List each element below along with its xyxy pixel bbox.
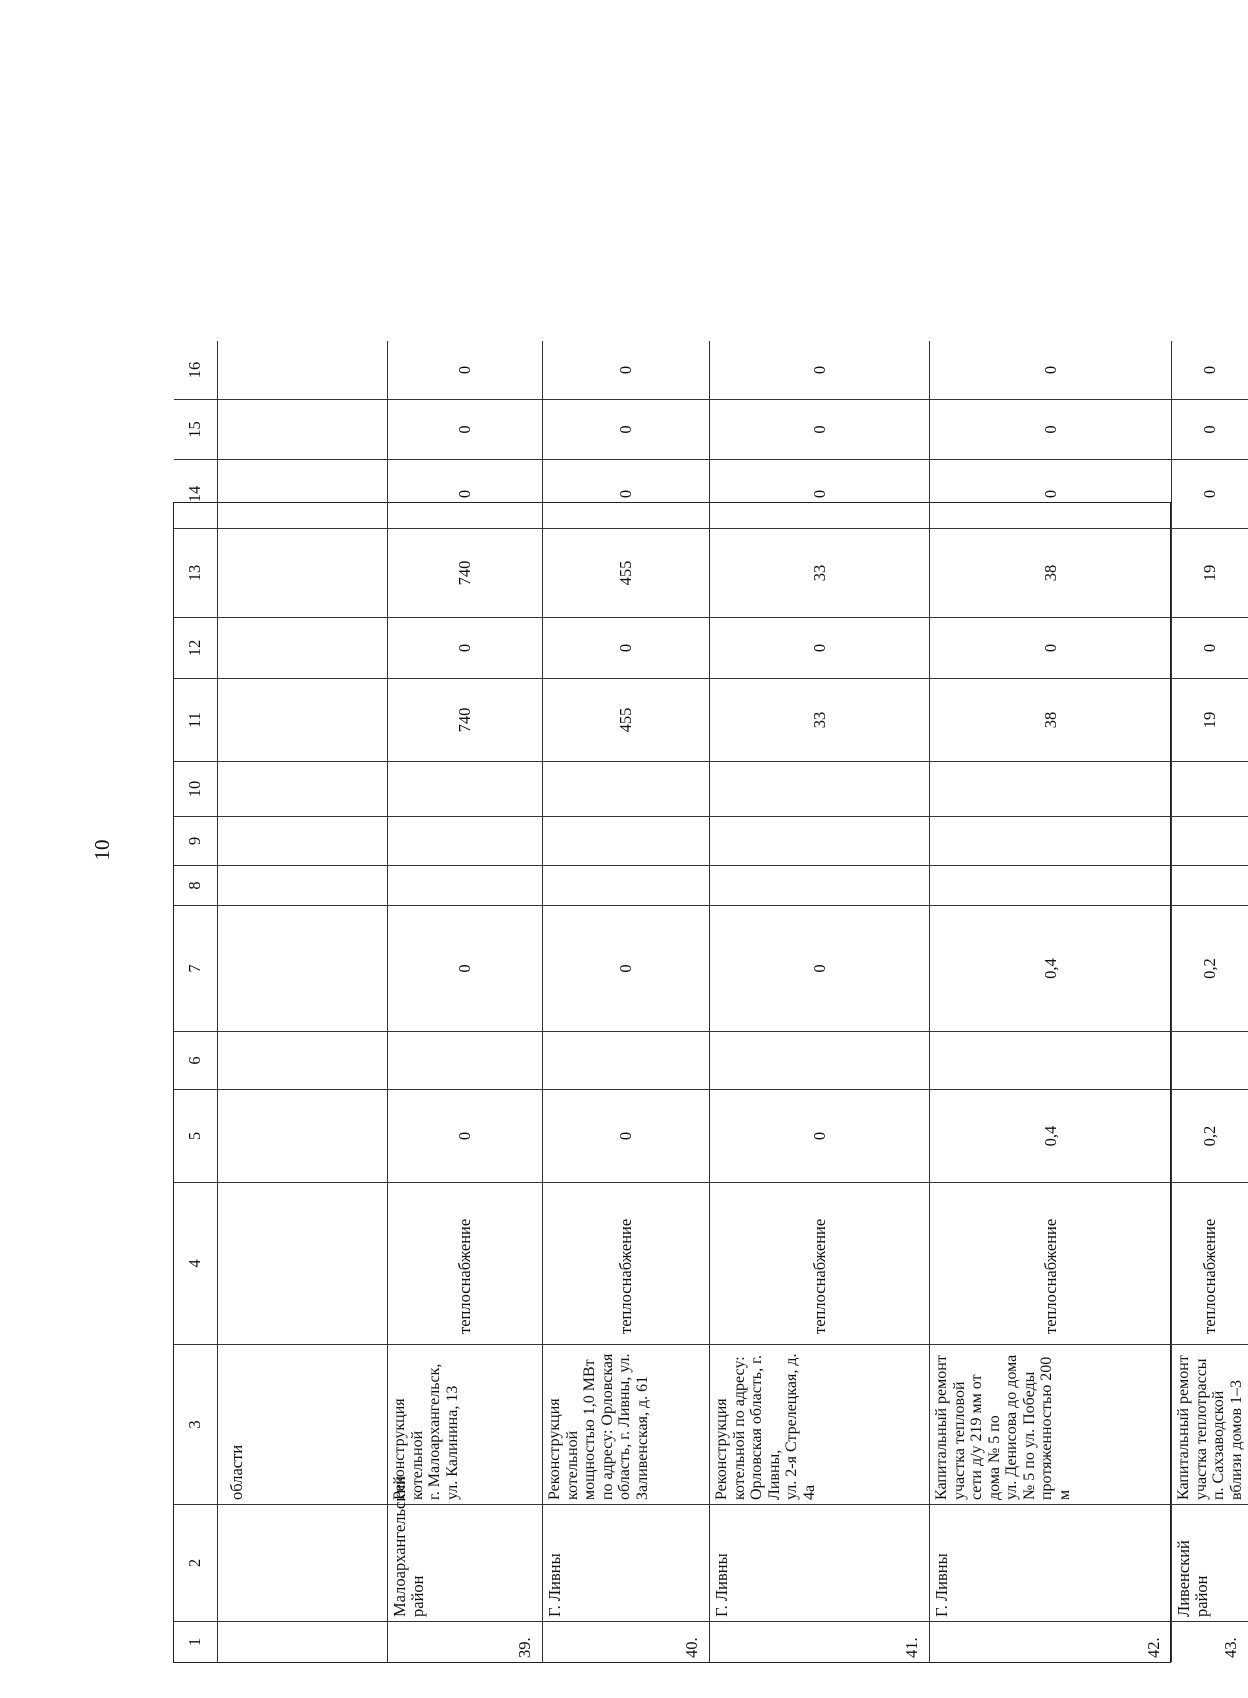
supply-type-cell: теплоснабжение [710, 1182, 930, 1344]
value-cell-col-7: 0 [388, 905, 543, 1031]
value-cell-col-8 [388, 865, 543, 905]
empty-cell [218, 761, 388, 816]
value-cell-col-15: 0 [543, 399, 710, 459]
value-cell-col-11: 38 [930, 678, 1172, 761]
value-cell-col-10 [710, 761, 930, 816]
column-header-5: 5 [174, 1089, 218, 1182]
value-cell-col-16: 0 [710, 341, 930, 399]
supply-type-cell: теплоснабжение [1172, 1182, 1248, 1344]
page-number: 10 [90, 839, 114, 861]
value-cell-col-11: 455 [543, 678, 710, 761]
column-header-2: 2 [174, 1504, 218, 1621]
continuation-cell: области [218, 1344, 388, 1504]
value-cell-col-6 [388, 1031, 543, 1089]
supply-type-cell: теплоснабжение [930, 1182, 1172, 1344]
empty-cell [218, 1089, 388, 1182]
district-cell: Ливенский район [1172, 1504, 1248, 1621]
value-cell-col-16: 0 [388, 341, 543, 399]
value-cell-col-14: 0 [1172, 459, 1248, 528]
empty-cell [218, 528, 388, 617]
column-header-12: 12 [174, 617, 218, 678]
empty-cell [218, 617, 388, 678]
value-cell-col-11: 33 [710, 678, 930, 761]
value-cell-col-16: 0 [1200, 365, 1219, 375]
value-cell-col-9 [388, 816, 543, 865]
value-cell-col-6 [543, 1031, 710, 1089]
row-number: 39. [388, 1621, 543, 1662]
value-cell-col-9 [543, 816, 710, 865]
empty-cell [218, 1621, 388, 1662]
value-cell-col-7: 0,4 [930, 905, 1172, 1031]
column-header-3: 3 [174, 1344, 218, 1504]
value-cell-col-15: 0 [710, 399, 930, 459]
value-cell-col-16: 0 [543, 341, 710, 399]
value-cell-col-8 [930, 865, 1172, 905]
value-cell-col-16: 0 [930, 341, 1172, 399]
empty-cell [218, 1031, 388, 1089]
row-number: 41. [710, 1621, 930, 1662]
empty-cell [218, 341, 388, 399]
value-cell-col-10 [930, 761, 1172, 816]
empty-cell [218, 865, 388, 905]
value-cell-col-12: 0 [388, 617, 543, 678]
value-cell-col-9 [930, 816, 1172, 865]
row-number: 43. [1172, 1621, 1248, 1662]
value-cell-col-8 [543, 865, 710, 905]
value-cell-col-9 [710, 816, 930, 865]
column-header-8: 8 [174, 865, 218, 905]
object-description-cell: Капитальный ремонт участка тепловой сети д/у 219 мм от дома № 5 по ул. Денисова до дома № 5 по ул. Победы протяженностью 200 м [930, 1344, 1172, 1504]
value-cell-col-5: 0,4 [930, 1089, 1172, 1182]
object-description-cell: Капитальный ремонт участка теплотрассы п. Сахзаводской вблизи домов 1–3 [1172, 1344, 1248, 1504]
empty-cell [218, 905, 388, 1031]
value-cell-col-11: 740 [388, 678, 543, 761]
column-header-1: 1 [174, 1621, 218, 1662]
column-header-13: 13 [174, 528, 218, 617]
district-cell: Г. Ливны [543, 1504, 710, 1621]
value-cell-col-10 [543, 761, 710, 816]
column-header-4: 4 [174, 1182, 218, 1344]
district-cell: Г. Ливны [710, 1504, 930, 1621]
value-cell-col-14: 0 [388, 459, 543, 528]
value-cell-col-13: 38 [930, 528, 1172, 617]
empty-cell [218, 1182, 388, 1344]
value-cell-col-12: 0 [1172, 617, 1248, 678]
value-cell-col-6 [710, 1031, 930, 1089]
value-cell-col-12: 0 [543, 617, 710, 678]
column-header-9: 9 [174, 816, 218, 865]
value-cell-col-14: 0 [710, 459, 930, 528]
value-cell-col-7: 0 [543, 905, 710, 1031]
value-cell-col-11: 19 [1172, 678, 1248, 761]
row-number: 42. [930, 1621, 1172, 1662]
empty-cell [218, 399, 388, 459]
district-cell: Г. Ливны [930, 1504, 1172, 1621]
value-cell-col-5: 0 [543, 1089, 710, 1182]
value-cell-col-5: 0,2 [1172, 1089, 1248, 1182]
value-cell-col-8 [1172, 865, 1248, 905]
value-cell-col-15: 0 [930, 399, 1172, 459]
value-cell-col-15: 0 [388, 399, 543, 459]
value-cell-col-6 [1172, 1031, 1248, 1089]
value-cell-col-12: 0 [710, 617, 930, 678]
value-cell-col-6 [930, 1031, 1172, 1089]
row-number: 40. [543, 1621, 710, 1662]
value-cell-col-7: 0 [710, 905, 930, 1031]
value-cell-col-8 [710, 865, 930, 905]
value-cell-col-13: 455 [543, 528, 710, 617]
value-cell-col-7: 0,2 [1172, 905, 1248, 1031]
object-description-cell: Реконструкция котельной мощностью 1,0 МВт по адресу: Орловская область, г. Ливны, ул. Заливенская, д. 61 [543, 1344, 710, 1504]
supply-type-cell: теплоснабжение [543, 1182, 710, 1344]
column-header-6: 6 [174, 1031, 218, 1089]
value-cell-col-12: 0 [930, 617, 1172, 678]
column-header-15: 15 [174, 399, 218, 459]
object-description-cell: Реконструкция котельной по адресу: Орловская область, г. Ливны, ул. 2-я Стрелецкая, д. 4а [710, 1344, 930, 1504]
value-cell-col-10 [388, 761, 543, 816]
district-cell: Малоархангельский район [388, 1504, 543, 1621]
value-cell-col-10 [1172, 761, 1248, 816]
value-cell-col-13: 740 [388, 528, 543, 617]
value-cell-col-13: 33 [710, 528, 930, 617]
column-header-10: 10 [174, 761, 218, 816]
column-header-7: 7 [174, 905, 218, 1031]
value-cell-col-14: 0 [930, 459, 1172, 528]
column-header-16: 16 [174, 341, 218, 399]
empty-cell [218, 678, 388, 761]
data-table [173, 361, 1245, 1663]
value-cell-col-5: 0 [388, 1089, 543, 1182]
value-cell-col-13: 19 [1172, 528, 1248, 617]
value-cell-col-5: 0 [710, 1089, 930, 1182]
value-cell-col-15: 0 [1172, 399, 1248, 459]
object-description-cell: Реконструкция котельной г. Малоархангельск, ул. Калинина, 13 [388, 1344, 543, 1504]
value-cell-col-14: 0 [543, 459, 710, 528]
supply-type-cell: теплоснабжение [388, 1182, 543, 1344]
empty-cell [218, 816, 388, 865]
column-header-11: 11 [174, 678, 218, 761]
column-header-14: 14 [174, 459, 218, 528]
empty-cell [218, 1504, 388, 1621]
empty-cell [218, 459, 388, 528]
value-cell-col-9 [1172, 816, 1248, 865]
